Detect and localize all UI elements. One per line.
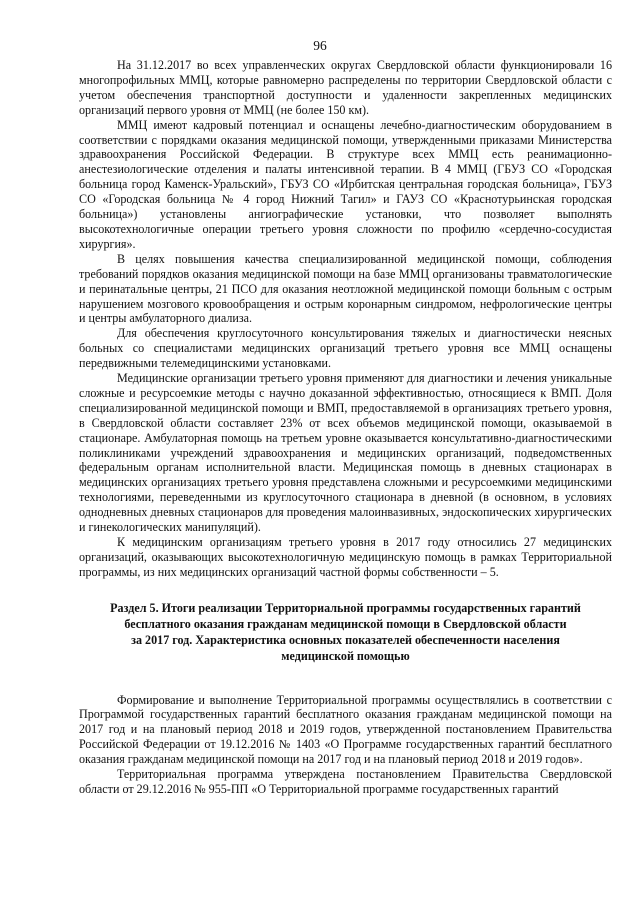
paragraph-third-level-count: К медицинским организациям третьего уровня в 2017 году относились 27 медицинских организаций, оказывающих высокотехнологичную медицинскую помощь в рамках Территориальной программы, из них медицинских организаций частной формы собственности – 5. bbox=[79, 535, 612, 579]
paragraph-mmc-count: На 31.12.2017 во всех управленческих округах Свердловской области функционировали 16 многопрофильных ММЦ, которые равномерно распределены по территории Свердловской области с учетом обеспечения транспортной доступности и удаленности закрепленных медицинских организаций первого уровня от ММЦ (не более 150 км). bbox=[79, 58, 612, 117]
page-number: 96 bbox=[313, 38, 327, 53]
section-heading-line: медицинской помощью bbox=[281, 649, 410, 664]
paragraph-telemedicine: Для обеспечения круглосуточного консультирования тяжелых и диагностически неясных больных со специалистами медицинских организаций третьего уровня все ММЦ оснащены передвижными телемедицинскими установками. bbox=[79, 326, 612, 371]
paragraph-mmc-staffing: ММЦ имеют кадровый потенциал и оснащены лечебно-диагностическим оборудованием в соответствии с порядками оказания медицинской помощи, утвержденными приказами Министерства здравоохранения Российской Федерации. В структуре всех ММЦ есть реанимационно-анестезиологические отделения и палаты интенсивной терапии. В 4 ММЦ (ГБУЗ СО «Городская больница город Каменск-Уральский», ГБУЗ СО «Ирбитская центральная городская больница», ГБУЗ СО «Городская больница № 4 город Нижний Тагил» и ГАУЗ СО «Краснотурьинская городская больница») установлены ангиографические установки, что позволяет выполнять высокотехнологичные операции третьего уровня сложности по профилю «сердечно-сосудистая хирургия». bbox=[79, 117, 612, 251]
section-heading bbox=[79, 600, 612, 665]
section-heading-line: за 2017 год. Характеристика основных показателей обеспеченности населения bbox=[131, 633, 560, 648]
paragraph-program-approval: Территориальная программа утверждена постановлением Правительства Свердловской области от 29.12.2016 № 955-ПП «О Территориальной программе государственных гарантий bbox=[79, 767, 612, 796]
paragraph-program-basis: Формирование и выполнение Территориальной программы осуществлялись в соответствии с Программой государственных гарантий бесплатного оказания гражданам медицинской помощи на 2017 год и на плановый период 2018 и 2019 годов, утвержденной постановлением Правительства Российской Федерации от 19.12.2016 № 1403 «О Программе государственных гарантий бесплатного оказания гражданам медицинской помощи на 2017 год и на плановый период 2018 и 2019 годов». bbox=[79, 692, 612, 767]
paragraph-quality-centers: В целях повышения качества специализированной медицинской помощи, соблюдения требований порядков оказания медицинской помощи на базе ММЦ организованы травматологические и перинатальные центры, 21 ПСО для оказания неотложной медицинской помощи больным с острым нарушением мозгового кровообращения и острым коронарным синдромом, нефрологические центры и центры амбулаторного диализа. bbox=[79, 251, 612, 326]
section-heading-line: Раздел 5. Итоги реализации Территориальной программы государственных гарантий bbox=[110, 600, 581, 615]
section-heading-line: бесплатного оказания гражданам медицинской помощи в Свердловской области bbox=[124, 616, 567, 631]
paragraph-third-level: Медицинские организации третьего уровня применяют для диагностики и лечения уникальные сложные и ресурсоемкие методы с научно доказанной эффективностью, относящиеся к ВМП. Доля специализированной медицинской помощи и ВМП, предоставляемой в организациях третьего уровня, в Свердловской области составляет 23% от всех объемов медицинской помощи, оказываемой в стационаре. Амбулаторная помощь на третьем уровне оказывается консультативно-диагностическими поликлиниками учреждений здравоохранения и медицинских организаций, подведомственных федеральным органам исполнительной власти. Медицинская помощь в дневных стационарах в медицинских организациях третьего уровня представлена сложными и ресурсоемкими медицинскими технологиями, переведенными из круглосуточного стационара в дневной (в основном, в условиях однодневных дневных стационаров для проведения малоинвазивных, эндоскопических хирургических и гинекологических манипуляций). bbox=[79, 371, 612, 535]
page-content bbox=[79, 58, 612, 797]
